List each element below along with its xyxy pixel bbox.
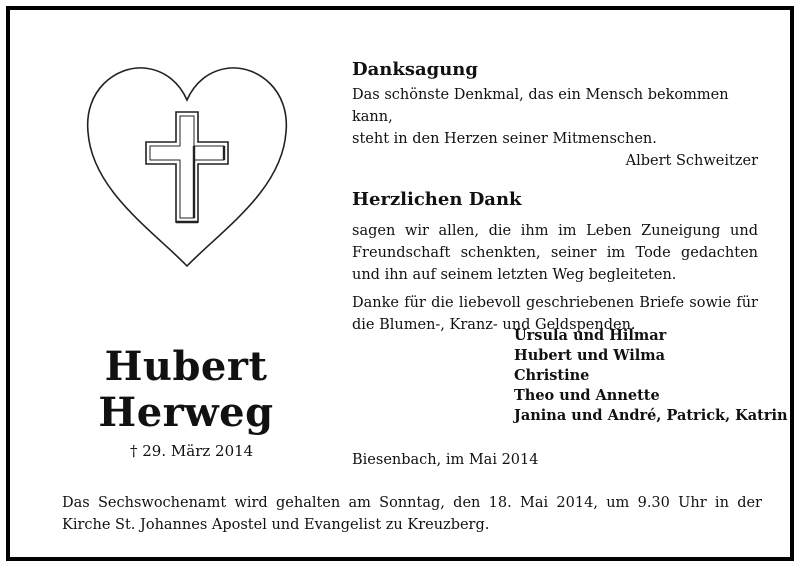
first-name: Hubert — [104, 343, 268, 390]
signer: Christine — [514, 367, 590, 384]
cross-icon — [146, 112, 228, 222]
place-date: Biesenbach, im Mai 2014 — [352, 452, 539, 468]
thanks-paragraph-1: sagen wir allen, die ihm im Leben Zuneigung und Freundschaft schenkten, seiner im Tode gedachten und ihn auf seinem letzten Weg begleiteten. — [352, 223, 758, 283]
death-date: † 29. März 2014 — [130, 442, 254, 460]
quote-line-1: Das schönste Denkmal, das ein Mensch bekommen kann, — [352, 87, 729, 125]
heart-icon — [82, 60, 292, 270]
last-name: Herweg — [98, 389, 274, 436]
heading-herzlichen-dank: Herzlichen Dank — [352, 189, 522, 210]
signer: Theo und Annette — [514, 387, 660, 404]
signer: Ursula und Hilmar — [514, 327, 667, 344]
thanks-column — [352, 56, 758, 336]
obituary-frame — [6, 6, 794, 561]
quote-line-2: steht in den Herzen seiner Mitmenschen. — [352, 131, 657, 147]
deceased-name-block — [70, 344, 302, 460]
footer-notice: Das Sechswochenamt wird gehalten am Sonntag, den 18. Mai 2014, um 9.30 Uhr in der Kirche St. Johannes Apostel und Evangelist zu Kreuzberg. — [62, 495, 762, 533]
thanks-paragraph-2: Danke für die liebevoll geschriebenen Briefe sowie für die Blumen-, Kranz- und Geldspenden. — [352, 295, 758, 333]
heading-danksagung: Danksagung — [352, 59, 478, 80]
signer: Hubert und Wilma — [514, 347, 666, 364]
quote-author: Albert Schweitzer — [625, 153, 758, 169]
signers-list — [514, 326, 788, 426]
signer: Janina und André, Patrick, Katrin — [514, 407, 788, 424]
